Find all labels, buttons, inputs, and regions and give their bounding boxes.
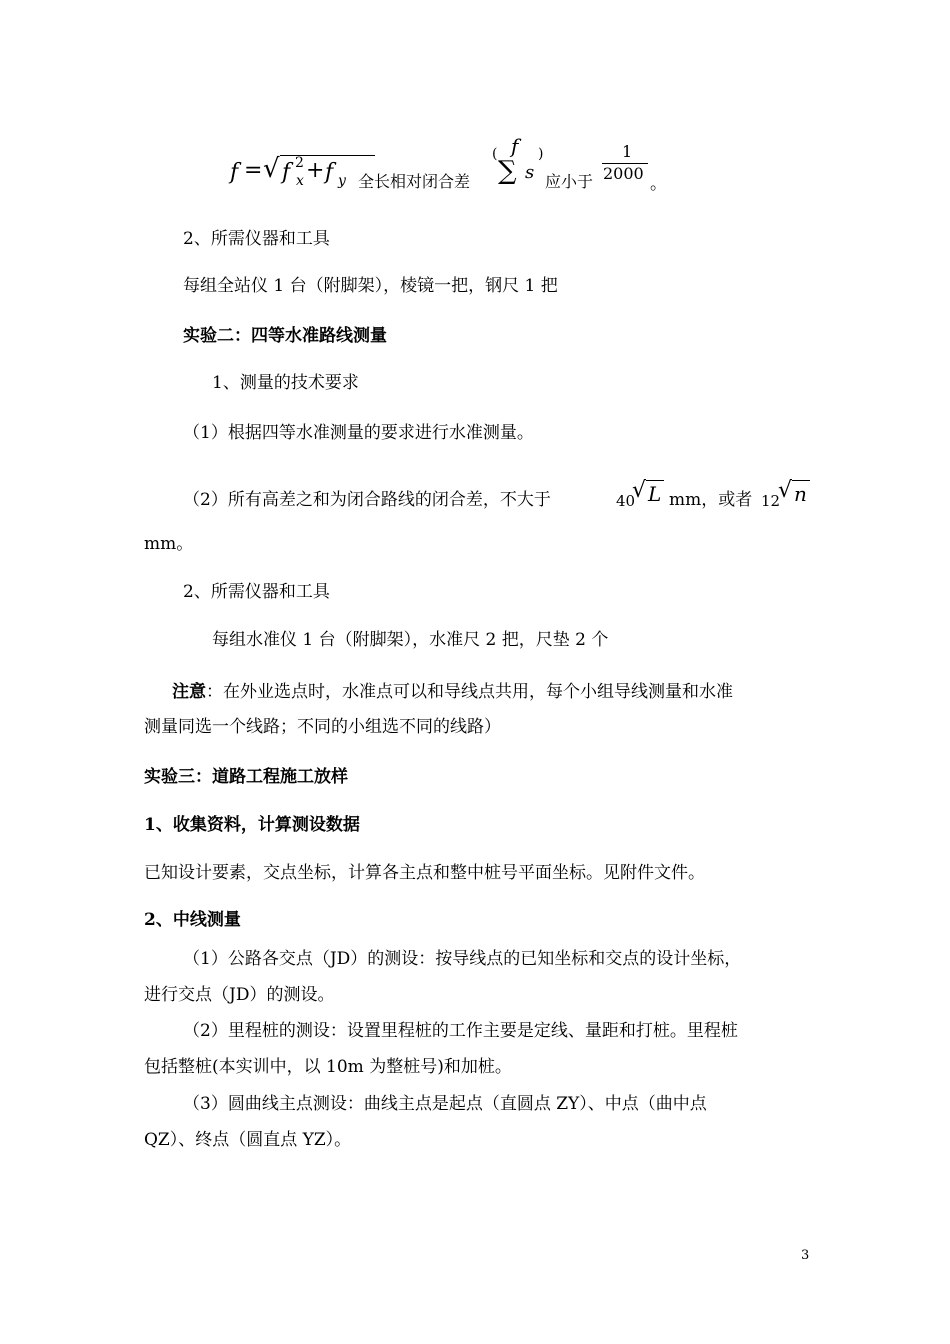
formula-sub-y: y [338, 173, 346, 189]
exp3-s2-item2-line2: 包括整桩(本实训中，以 10m 为整桩号)和加桩。 [144, 1057, 512, 1077]
exp3-s1-heading: 1、收集资料，计算测设数据 [144, 815, 360, 835]
formula-frac-den: 2000 [603, 164, 644, 183]
formula-sigma: ∑ [498, 156, 517, 186]
exp2-item2-coef1: 40 [616, 492, 636, 510]
exp2-item2-unit1: mm，或者 [669, 490, 753, 510]
exp2-item2-coef2: 12 [761, 492, 781, 510]
formula-paren-close: ) [538, 146, 544, 162]
exp2-item2-radical1: √ [632, 478, 647, 503]
exp2-item2-text: （2）所有高差之和为闭合路线的闭合差，不大于 [183, 490, 551, 510]
exp3-s2-heading: 2、中线测量 [144, 910, 241, 930]
note-text-1: ：在外业选点时，水准点可以和导线点共用，每个小组导线测量和水准 [206, 682, 733, 702]
exp2-item2-cont: mm。 [144, 534, 194, 554]
formula-top [230, 134, 690, 200]
formula-radical: √ [263, 154, 280, 184]
note-line2: 测量同选一个线路；不同的小组选不同的线路） [144, 717, 501, 737]
sec1-tools-heading: 2、所需仪器和工具 [183, 229, 330, 249]
exp3-title: 实验三：道路工程施工放样 [144, 767, 348, 787]
exp2-item2-L: L [648, 482, 662, 506]
exp2-req-heading: 1、测量的技术要求 [212, 373, 359, 393]
exp2-tools-text: 每组水准仪 1 台（附脚架），水准尺 2 把，尺垫 2 个 [212, 630, 609, 650]
formula-f: f [230, 160, 239, 185]
sec1-tools-text: 每组全站仪 1 台（附脚架），棱镜一把，钢尺 1 把 [183, 276, 558, 296]
exp2-item2-n: n [794, 482, 807, 506]
formula-frac-num: 1 [622, 142, 633, 161]
formula-text-relative: 全长相对闭合差 [358, 172, 471, 191]
exp2-item2-bar1 [646, 480, 664, 481]
formula-end: 。 [650, 174, 667, 194]
exp3-s2-item1-line1: （1）公路各交点（JD）的测设：按导线点的已知坐标和交点的设计坐标， [183, 949, 742, 969]
formula-plus: + [306, 158, 325, 183]
formula-equals: = [244, 158, 263, 183]
formula-text-less: 应小于 [545, 172, 594, 191]
exp2-title: 实验二：四等水准路线测量 [183, 326, 387, 346]
formula-fx: f [282, 160, 291, 185]
page-number: 3 [801, 1248, 810, 1263]
exp2-item2 [183, 476, 823, 510]
formula-s: s [525, 162, 535, 183]
exp3-s2-item3-line2: QZ）、终点（圆直点 YZ）。 [144, 1130, 352, 1150]
exp2-item2-bar2 [792, 480, 810, 481]
exp2-item1: （1）根据四等水准测量的要求进行水准测量。 [183, 423, 534, 443]
note-label: 注意 [172, 682, 206, 702]
exp3-s2-item3-line1: （3）圆曲线主点测设：曲线主点是起点（直圆点 ZY）、中点（曲中点 [183, 1094, 707, 1114]
exp3-s2-item2-line1: （2）里程桩的测设：设置里程桩的工作主要是定线、量距和打桩。里程桩 [183, 1021, 738, 1041]
exp2-item2-radical2: √ [778, 478, 793, 503]
exp3-s2-item1-line2: 进行交点（JD）的测设。 [144, 985, 335, 1005]
exp2-tools-heading: 2、所需仪器和工具 [183, 582, 330, 602]
exp3-s1-text: 已知设计要素，交点坐标，计算各主点和整中桩号平面坐标。见附件文件。 [144, 863, 705, 883]
formula-frac-f: f [511, 134, 519, 158]
note-line1 [172, 682, 733, 702]
formula-fy: f [325, 160, 334, 185]
formula-sup-2: 2 [295, 155, 304, 171]
formula-paren-open: ( [492, 146, 498, 162]
formula-sub-x: x [296, 173, 304, 189]
